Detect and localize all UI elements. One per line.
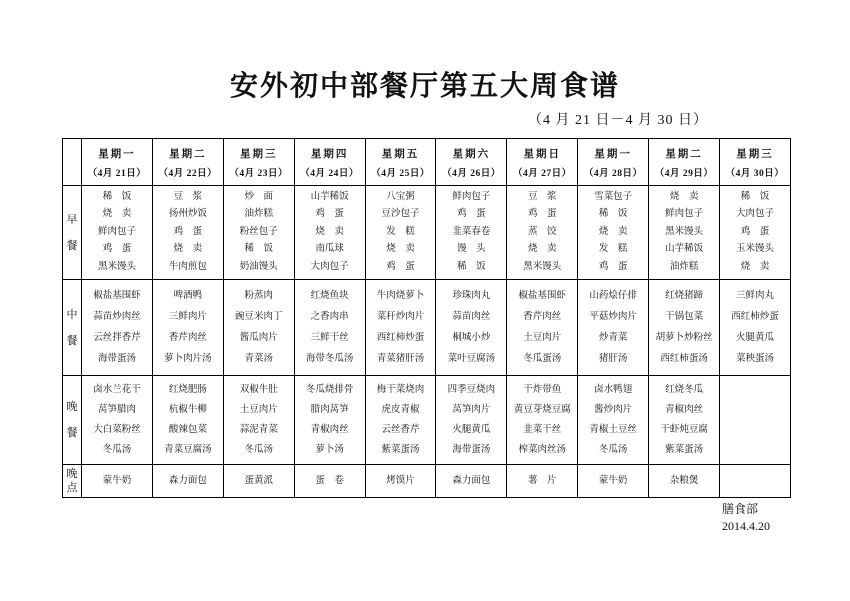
menu-cell <box>578 280 649 376</box>
menu-item: 海带蛋汤 <box>97 353 136 364</box>
menu-cell <box>507 465 578 498</box>
menu-item: 蛋黄派 <box>244 476 273 486</box>
menu-item: 红烧猪蹄 <box>665 290 704 301</box>
menu-item: 鲜肉包子 <box>665 209 704 220</box>
menu-cell <box>152 186 223 280</box>
menu-cell <box>223 280 294 376</box>
menu-item: 菜秆炒肉片 <box>376 311 425 322</box>
menu-item: 扬州炒饭 <box>168 209 207 220</box>
menu-item: 云丝拌香芹 <box>93 332 141 343</box>
weekday-label: 星期三 <box>239 148 278 160</box>
menu-item: 萝卜汤 <box>315 445 344 455</box>
menu-item: 鸡 蛋 <box>528 209 557 220</box>
menu-item: 桐城小炒 <box>452 332 491 343</box>
column-header-day-5 <box>365 139 436 186</box>
menu-item: 鲜肉包子 <box>97 226 136 237</box>
menu-item: 酸辣包菜 <box>168 425 207 435</box>
weekday-label: 星期三 <box>736 148 774 160</box>
menu-item: 菜叶豆腐汤 <box>447 353 496 364</box>
menu-item: 鸡 蛋 <box>102 244 132 255</box>
menu-item: 椒盐基围虾 <box>518 290 567 301</box>
menu-item: 炒青菜 <box>598 332 628 343</box>
menu-cell <box>152 280 223 376</box>
menu-item: 三鲜肉片 <box>168 311 207 322</box>
menu-item: 山芋稀饭 <box>665 244 704 255</box>
menu-item: 鸡 蛋 <box>173 226 203 237</box>
menu-item: 冬瓜汤 <box>102 445 132 455</box>
menu-item: 酱瓜肉片 <box>239 332 278 343</box>
menu-cell <box>649 280 720 376</box>
menu-cell <box>82 465 153 498</box>
menu-item: 炒 面 <box>244 191 273 202</box>
menu-cell <box>720 186 791 280</box>
menu-item: 梅干菜烧肉 <box>376 385 425 395</box>
menu-item: 青椒肉丝 <box>310 425 349 435</box>
menu-cell <box>294 376 365 465</box>
weekday-label: 星期日 <box>523 148 562 160</box>
menu-item: 火腿黄瓜 <box>735 332 774 343</box>
page-title: 安外初中部餐厅第五大周食谱 <box>229 71 620 102</box>
menu-cell <box>223 376 294 465</box>
menu-cell <box>720 376 791 465</box>
menu-item: 双椒牛肚 <box>239 385 278 395</box>
menu-table <box>62 138 791 498</box>
date-label: （4月 23日） <box>229 168 289 179</box>
menu-item: 稀 饭 <box>598 209 628 220</box>
meal-row <box>63 465 791 498</box>
menu-cell <box>294 465 365 498</box>
date-label: （4月 29日） <box>654 168 714 179</box>
menu-item: 平菇炒肉片 <box>589 311 637 322</box>
menu-item: 鸡 蛋 <box>315 209 344 220</box>
menu-item: 森力面包 <box>452 476 491 486</box>
menu-item: 黑米馒头 <box>665 226 704 237</box>
menu-item: 山药烩仔排 <box>589 290 637 301</box>
menu-item: 莴笋肉片 <box>452 405 491 415</box>
menu-item: 豆沙包子 <box>381 209 420 220</box>
menu-item: 蒜泥青菜 <box>239 425 278 435</box>
menu-item: 黄豆芽烧豆腐 <box>513 405 571 415</box>
column-header-day-1 <box>82 139 153 186</box>
footer-department: 膳食部 <box>721 502 758 516</box>
menu-item: 红烧肥肠 <box>168 385 207 395</box>
menu-item: 烧 卖 <box>315 226 344 237</box>
footer-date: 2014.4.20 <box>722 519 770 533</box>
menu-item: 大白菜粉丝 <box>93 425 141 435</box>
column-header-day-10 <box>720 139 791 186</box>
menu-item: 四季豆烧肉 <box>447 385 496 395</box>
menu-cell <box>720 465 791 498</box>
menu-cell <box>436 465 507 498</box>
footer <box>0 500 850 534</box>
meal-row <box>63 280 791 376</box>
menu-item: 烧 卖 <box>528 244 557 255</box>
menu-cell <box>720 280 791 376</box>
menu-cell <box>578 186 649 280</box>
menu-cell <box>365 376 436 465</box>
menu-cell <box>365 465 436 498</box>
menu-item: 馒 头 <box>457 244 486 255</box>
menu-cell <box>649 465 720 498</box>
menu-item: 虎皮青椒 <box>381 405 420 415</box>
menu-item: 烧 卖 <box>669 191 699 202</box>
menu-item: 奶油馒头 <box>239 261 278 272</box>
menu-item: 鲜肉包子 <box>452 191 491 202</box>
menu-item: 香芹肉丝 <box>523 311 562 322</box>
menu-cell <box>365 280 436 376</box>
table-body <box>63 186 791 498</box>
menu-item: 青椒肉丝 <box>665 405 704 415</box>
menu-item: 三鲜干丝 <box>310 332 349 343</box>
menu-item: 青菜豆腐汤 <box>164 445 212 455</box>
menu-item: 红烧鱼块 <box>310 290 349 301</box>
menu-item: 鸡 蛋 <box>740 226 770 237</box>
menu-item: 干锅包菜 <box>665 311 704 322</box>
menu-cell <box>223 186 294 280</box>
date-label: （4月 25日） <box>371 168 430 179</box>
menu-item: 雪菜包子 <box>594 191 633 202</box>
menu-cell <box>294 280 365 376</box>
weekday-label: 星期一 <box>98 148 136 160</box>
column-header-day-3 <box>223 139 294 186</box>
menu-item: 菜秧蛋汤 <box>735 353 774 364</box>
menu-item: 杂粮煲 <box>669 476 699 486</box>
menu-item: 鸡 蛋 <box>457 209 486 220</box>
menu-item: 三鲜肉丸 <box>735 290 774 301</box>
menu-cell <box>649 186 720 280</box>
menu-item: 红烧冬瓜 <box>665 385 704 395</box>
menu-item: 蒜苗肉丝 <box>452 311 491 322</box>
menu-item: 稀 饭 <box>244 244 273 255</box>
menu-item: 海带蛋汤 <box>452 445 491 455</box>
page-subtitle: （4 月 21 日－4 月 30 日） <box>528 113 708 128</box>
menu-cell <box>507 376 578 465</box>
menu-item: 莴笋腊肉 <box>97 405 136 415</box>
date-label: （4月 24日） <box>300 168 359 179</box>
menu-item: 发 糕 <box>386 226 415 237</box>
menu-item: 紫菜蛋汤 <box>381 445 420 455</box>
menu-item: 烧 卖 <box>386 244 415 255</box>
menu-item: 烧 卖 <box>102 209 132 220</box>
menu-item: 之香肉串 <box>310 311 349 322</box>
menu-item: 蛋 卷 <box>315 476 344 486</box>
column-header-day-6 <box>436 139 507 186</box>
date-label: （4月 22日） <box>158 168 218 179</box>
date-label: （4月 28日） <box>583 168 643 179</box>
menu-item: 珍珠肉丸 <box>452 290 491 301</box>
menu-cell <box>82 186 153 280</box>
menu-item: 海带冬瓜汤 <box>305 353 354 364</box>
menu-item: 蒸 饺 <box>528 226 557 237</box>
menu-cell <box>507 186 578 280</box>
menu-cell <box>223 465 294 498</box>
menu-item: 蒙牛奶 <box>598 476 628 486</box>
menu-item: 牛肉烧萝卜 <box>376 290 425 301</box>
table-header-row <box>63 139 791 186</box>
menu-item: 云丝香芹 <box>381 425 420 435</box>
menu-item: 稀 饭 <box>457 261 486 272</box>
row-label: 晚餐 <box>63 376 82 465</box>
menu-cell <box>365 186 436 280</box>
date-label: （4月 21日） <box>87 168 147 179</box>
menu-item: 酱炒肉片 <box>594 405 633 415</box>
column-header-day-2 <box>152 139 223 186</box>
weekday-label: 星期五 <box>381 148 420 160</box>
menu-item: 烧 卖 <box>598 226 628 237</box>
menu-item: 干炸带鱼 <box>523 385 562 395</box>
menu-cell <box>436 186 507 280</box>
menu-item: 西红柿炒蛋 <box>376 332 425 343</box>
menu-item: 黑米馒头 <box>523 261 562 272</box>
menu-item: 玉米馒头 <box>735 244 774 255</box>
menu-cell <box>436 376 507 465</box>
menu-item: 发 糕 <box>598 244 628 255</box>
menu-cell <box>152 376 223 465</box>
menu-item: 豌豆米肉丁 <box>234 311 283 322</box>
weekday-label: 星期四 <box>310 148 349 160</box>
menu-cell <box>152 465 223 498</box>
menu-item: 粉丝包子 <box>239 226 278 237</box>
menu-item: 冬瓜汤 <box>598 445 628 455</box>
menu-item: 冬瓜烧排骨 <box>305 385 354 395</box>
menu-item: 稀 饭 <box>740 191 770 202</box>
menu-item: 烧 卖 <box>173 244 203 255</box>
menu-item: 豆 浆 <box>173 191 203 202</box>
menu-item: 烤馍片 <box>386 476 415 486</box>
menu-cell <box>436 280 507 376</box>
menu-item: 牛肉煎包 <box>168 261 207 272</box>
menu-item: 卤水鸭翅 <box>594 385 633 395</box>
column-header-day-8 <box>578 139 649 186</box>
menu-item: 鸡 蛋 <box>598 261 628 272</box>
weekday-label: 星期二 <box>665 148 703 160</box>
menu-item: 杭椒牛柳 <box>168 405 207 415</box>
menu-cell <box>578 465 649 498</box>
menu-cell <box>507 280 578 376</box>
menu-item: 黑米馒头 <box>97 261 136 272</box>
menu-cell <box>82 376 153 465</box>
menu-item: 啤酒鸭 <box>173 290 203 301</box>
menu-item: 烧 卖 <box>740 261 770 272</box>
menu-item: 山芋稀饭 <box>310 191 349 202</box>
menu-item: 大肉包子 <box>310 261 349 272</box>
menu-item: 冬瓜蛋汤 <box>523 353 562 364</box>
menu-item: 韭菜春卷 <box>452 226 491 237</box>
menu-item: 青椒土豆丝 <box>589 425 637 435</box>
menu-item: 大肉包子 <box>735 209 774 220</box>
menu-cell <box>82 280 153 376</box>
column-header-day-9 <box>649 139 720 186</box>
menu-item: 森力面包 <box>168 476 207 486</box>
menu-item: 西红柿炒蛋 <box>731 311 779 322</box>
column-header-day-4 <box>294 139 365 186</box>
date-label: （4月 26日） <box>442 168 501 179</box>
menu-item: 香芹肉丝 <box>168 332 207 343</box>
row-label: 晚点 <box>63 465 82 498</box>
menu-item: 猪肝汤 <box>598 353 628 364</box>
menu-item: 蒜苗炒肉丝 <box>93 311 141 322</box>
meal-row <box>63 376 791 465</box>
menu-item: 豆 浆 <box>528 191 557 202</box>
date-label: （4月 27日） <box>512 168 572 179</box>
weekday-label: 星期一 <box>594 148 632 160</box>
menu-item: 油炸糕 <box>244 209 273 220</box>
menu-item: 八宝粥 <box>386 191 415 202</box>
menu-item: 榨菜肉丝汤 <box>518 445 567 455</box>
date-label: （4月 30日） <box>725 168 785 179</box>
menu-cell <box>294 186 365 280</box>
menu-item: 土豆肉片 <box>523 332 562 343</box>
menu-item: 鸡 蛋 <box>386 261 415 272</box>
menu-item: 萝卜肉片汤 <box>164 353 212 364</box>
menu-item: 青菜猪肝汤 <box>376 353 425 364</box>
menu-item: 冬瓜汤 <box>244 445 273 455</box>
weekday-label: 星期六 <box>452 148 491 160</box>
menu-item: 卤水兰花干 <box>93 385 141 395</box>
menu-item: 油炸糕 <box>669 261 699 272</box>
menu-item: 粉蒸肉 <box>244 290 273 301</box>
menu-item: 椒盐基围虾 <box>93 290 141 301</box>
weekday-label: 星期二 <box>169 148 207 160</box>
menu-item: 紫菜蛋汤 <box>665 445 704 455</box>
menu-cell <box>649 376 720 465</box>
menu-item: 西红柿蛋汤 <box>660 353 708 364</box>
row-label: 中餐 <box>63 280 82 376</box>
menu-item: 腊肉莴笋 <box>310 405 349 415</box>
meal-row <box>63 186 791 280</box>
menu-item: 蒙牛奶 <box>102 476 132 486</box>
menu-item: 干虾炖豆腐 <box>660 425 708 435</box>
menu-item: 火腿黄瓜 <box>452 425 491 435</box>
row-label: 早餐 <box>63 186 82 280</box>
menu-item: 青菜汤 <box>244 353 273 364</box>
menu-item: 南瓜球 <box>315 244 344 255</box>
corner-cell <box>63 139 82 186</box>
menu-item: 薯 片 <box>528 476 557 486</box>
menu-item: 土豆肉片 <box>239 405 278 415</box>
menu-item: 稀 饭 <box>102 191 132 202</box>
menu-item: 韭菜干丝 <box>523 425 562 435</box>
menu-item: 胡萝卜炒粉丝 <box>655 332 713 343</box>
column-header-day-7 <box>507 139 578 186</box>
menu-cell <box>578 376 649 465</box>
